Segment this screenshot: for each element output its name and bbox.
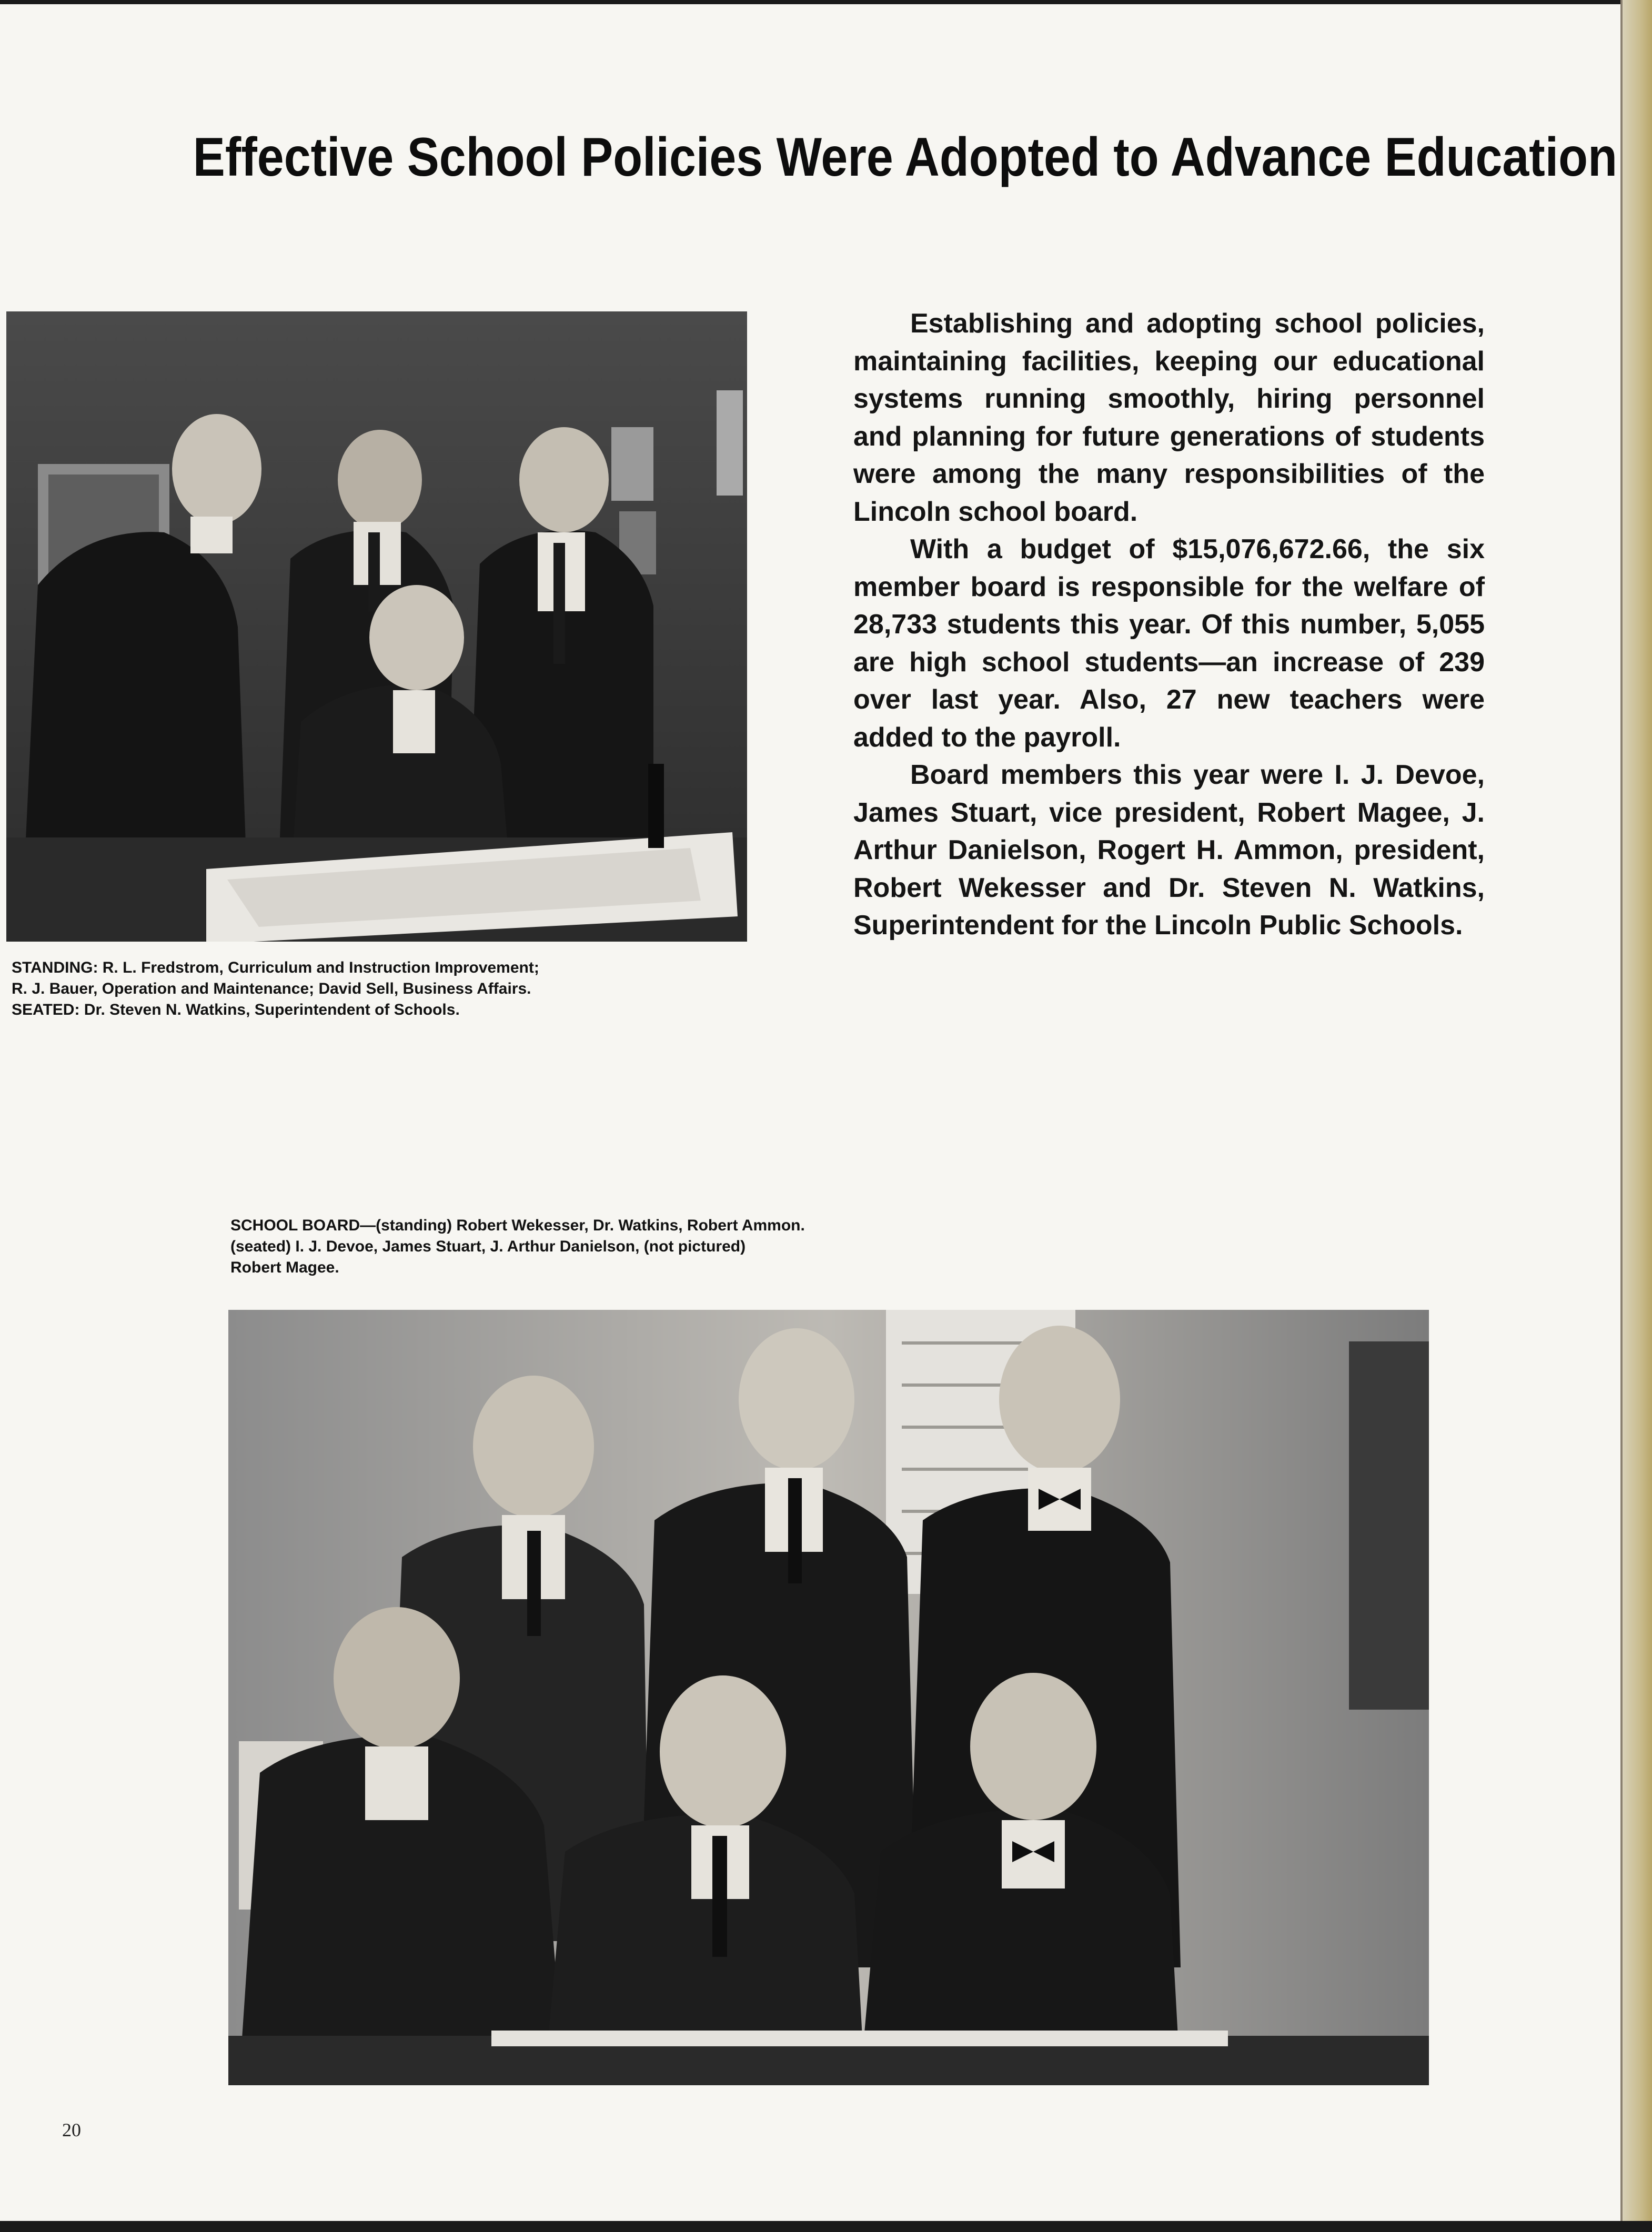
- page-top-edge: [0, 0, 1652, 4]
- article-paragraph: With a budget of $15,076,672.66, the six member board is responsible for the welfare of 28,733 students this year. Of this number, 5,055 are high school students—an increase of 239 over last year. Also, 27 new teachers were added to the payroll.: [853, 534, 1485, 753]
- photo-school-board-caption: [230, 1215, 914, 1278]
- photo-administrators-caption: [12, 957, 748, 1021]
- photo-administrators-image: [6, 311, 747, 942]
- photo-school-board: [228, 1310, 1429, 2085]
- caption-line: R. J. Bauer, Operation and Maintenance; David Sell, Business Affairs.: [12, 980, 531, 997]
- page-number: 20: [62, 2119, 81, 2140]
- caption-line: SCHOOL BOARD—(standing) Robert Wekesser, Dr. Watkins, Robert Ammon.: [230, 1217, 805, 1234]
- caption-line: SEATED: Dr. Steven N. Watkins, Superintendent of Schools.: [12, 1001, 460, 1018]
- article-paragraph: Establishing and adopting school policies, maintaining facilities, keeping our educational systems running smoothly, hiring personnel and planning for future generations of students were among the many responsibilities of the Lincoln school board.: [853, 308, 1485, 527]
- page-title: Effective School Policies Were Adopted to Advance Education: [193, 127, 1617, 188]
- article-body: [853, 305, 1485, 945]
- photo-school-board-image: [228, 1310, 1429, 2085]
- page-spine: [1623, 0, 1652, 2221]
- caption-line: Robert Magee.: [230, 1259, 339, 1276]
- article-paragraph: Board members this year were I. J. Devoe, James Stuart, vice president, Robert Magee, J. Arthur Danielson, Rogert H. Ammon, president, Robert Wekesser and Dr. Steven N. Watkins, Superintendent for the Lincoln Public Schools.: [853, 760, 1485, 941]
- caption-line: STANDING: R. L. Fredstrom, Curriculum and Instruction Improvement;: [12, 959, 539, 976]
- page-bottom-edge: [0, 2221, 1652, 2232]
- photo-administrators: [6, 311, 747, 942]
- caption-line: (seated) I. J. Devoe, James Stuart, J. Arthur Danielson, (not pictured): [230, 1238, 746, 1255]
